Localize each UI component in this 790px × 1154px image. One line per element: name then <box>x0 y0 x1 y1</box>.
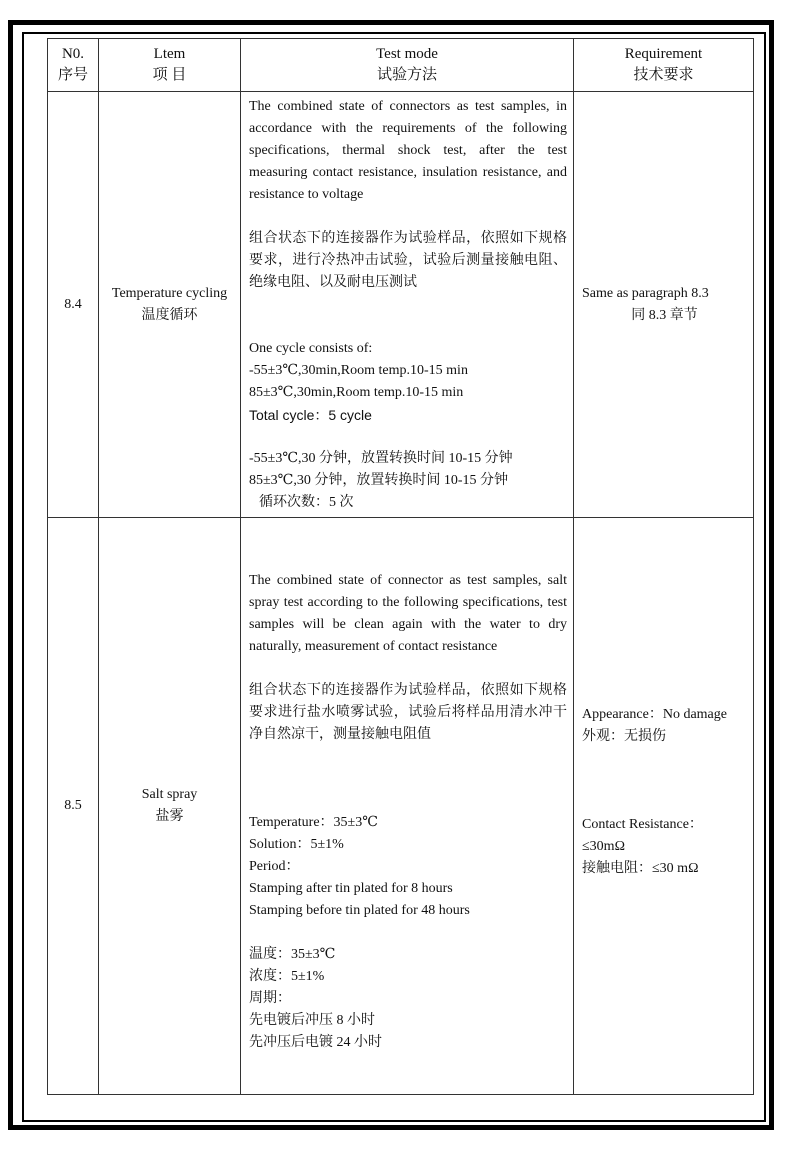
req-line: 同 8.3 章节 <box>631 307 698 323</box>
mode-line: 循环次数：5 次 <box>259 495 354 510</box>
header-item-en: Ltem <box>153 46 186 62</box>
mode-paragraph: 组合状态下的连接器作为试验样品，依照如下规格要求，进行冷热冲击试验，试验后测量接触电阻、绝缘电阻、以及耐电压测试 <box>249 231 567 290</box>
mode-line: Stamping after tin plated for 8 hours <box>249 881 453 896</box>
header-item-cn: 项 目 <box>152 67 187 83</box>
item-en: Salt spray <box>141 787 198 802</box>
mode-paragraph: 组合状态下的连接器作为试验样品，依照如下规格要求进行盐水喷雾试验，试验后将样品用清水冲干净自然凉干，测量接触电阻值 <box>249 683 567 742</box>
header-mode-en: Test mode <box>376 46 438 62</box>
header-mode-cn: 试验方法 <box>376 67 437 83</box>
mode-line: 浓度：5±1% <box>249 969 325 984</box>
mode-line: 85±3℃,30 分钟，放置转换时间 10-15 分钟 <box>249 473 509 488</box>
req-line: Same as paragraph 8.3 <box>582 285 709 301</box>
mode-line: -55±3℃,30min,Room temp.10-15 min <box>249 363 468 378</box>
mode-line: 先冲压后电镀 24 小时 <box>249 1035 382 1050</box>
row-test-mode <box>241 92 574 518</box>
item-cn: 温度循环 <box>141 307 198 323</box>
item-en: Temperature cycling <box>111 285 228 301</box>
mode-line: Stamping before tin plated for 48 hours <box>249 903 470 918</box>
test-spec-table <box>47 38 754 1095</box>
header-req <box>574 39 754 92</box>
header-req-cn: 技术要求 <box>633 67 694 83</box>
row-requirement <box>574 92 754 518</box>
mode-line: Total cycle：5 cycle <box>249 407 372 423</box>
item-cn: 盐雾 <box>155 809 184 824</box>
mode-line: 温度：35±3℃ <box>249 947 336 962</box>
row-item <box>99 518 241 1095</box>
row-item <box>99 92 241 518</box>
table-header-row <box>48 39 754 92</box>
header-no-en: N0. <box>61 46 85 62</box>
row-requirement <box>574 518 754 1095</box>
mode-line: 85±3℃,30min,Room temp.10-15 min <box>249 385 464 400</box>
mode-line: Period： <box>249 859 300 874</box>
mode-line: 周期： <box>249 991 291 1006</box>
header-item <box>99 39 241 92</box>
mode-line: Temperature：35±3℃ <box>249 815 378 830</box>
header-req-en: Requirement <box>624 46 703 62</box>
mode-paragraph: The combined state of connectors as test samples, in accordance with the requirements of the following specifications, thermal shock test, after the test measuring contact resistance, insulation resistance, and resistance to voltage <box>249 99 567 202</box>
mode-line: Solution：5±1% <box>249 837 344 852</box>
req-line: Appearance：No damage <box>582 707 727 722</box>
table-row <box>48 518 754 1095</box>
header-mode <box>241 39 574 92</box>
mode-line: One cycle consists of: <box>249 341 373 356</box>
mode-paragraph: The combined state of connector as test samples, salt spray test according to the following specifications, test samples will be clean again with the water to dry naturally, measurement of contact resistance <box>249 573 567 654</box>
req-line: Contact Resistance： <box>582 817 703 832</box>
req-line: 外观：无损伤 <box>582 729 666 744</box>
mode-line: -55±3℃,30 分钟，放置转换时间 10-15 分钟 <box>249 451 513 466</box>
row-no: 8.5 <box>48 518 99 1095</box>
row-no: 8.4 <box>48 92 99 518</box>
header-no <box>48 39 99 92</box>
req-line: ≤30mΩ <box>582 839 625 854</box>
table-row <box>48 92 754 518</box>
mode-line: 先电镀后冲压 8 小时 <box>249 1013 375 1028</box>
header-no-cn: 序号 <box>57 67 88 83</box>
row-test-mode <box>241 518 574 1095</box>
req-line: 接触电阻：≤30 mΩ <box>582 861 699 876</box>
